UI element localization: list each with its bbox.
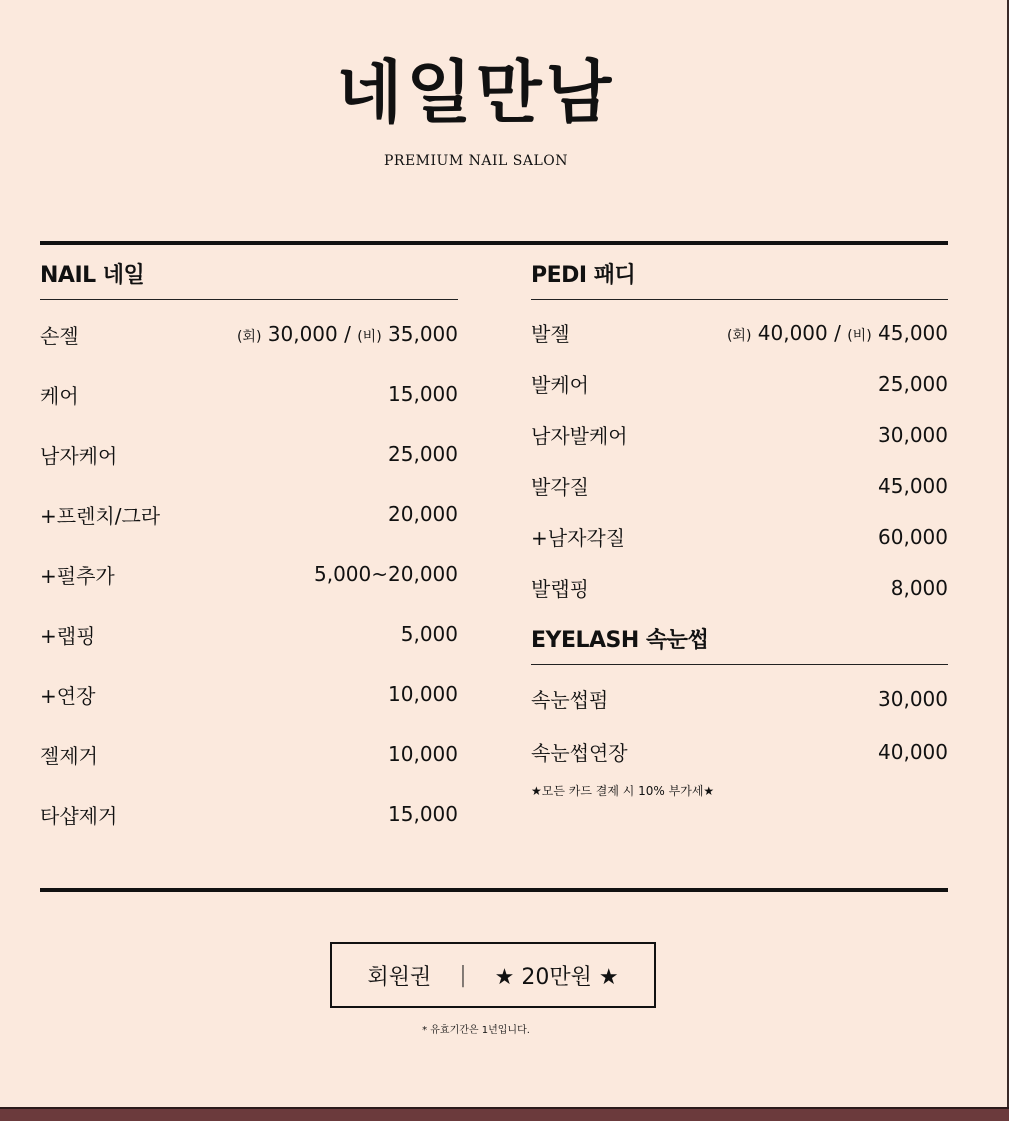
price-prefix: (회) — [726, 327, 752, 344]
item-name: 발젤 — [531, 322, 570, 346]
item-name: 손젤 — [40, 323, 79, 348]
nail-price-list — [40, 304, 458, 844]
item-price: 10,000 — [388, 682, 458, 706]
price-row — [531, 672, 948, 725]
salon-subtitle: PREMIUM NAIL SALON — [384, 153, 568, 169]
vat-note: ★모든 카드 결제 시 10% 부가세★ — [531, 784, 715, 798]
item-name: 발각질 — [531, 475, 589, 499]
membership-separator: | — [459, 962, 467, 988]
price-row — [531, 725, 948, 778]
salon-title: 네일만남 — [336, 54, 616, 133]
item-name: +연장 — [40, 683, 96, 708]
price-row — [531, 409, 948, 460]
price-prefix: (비) — [847, 327, 872, 344]
price-row — [40, 784, 458, 844]
price-value: 40,000 — [757, 320, 828, 345]
pedi-section-heading: PEDI 패디 — [531, 260, 948, 300]
nail-section-heading: NAIL 네일 — [40, 260, 458, 300]
item-name: 남자케어 — [40, 443, 118, 468]
item-price: 30,000 — [878, 422, 948, 447]
item-price — [237, 322, 458, 346]
price-row — [40, 604, 458, 664]
item-name: 타샵제거 — [40, 803, 118, 828]
price-row — [40, 484, 458, 544]
item-price: 8,000 — [890, 575, 948, 600]
price-value: 30,000 — [267, 322, 338, 346]
price-row — [531, 460, 948, 511]
item-name: 속눈썹펌 — [531, 688, 609, 712]
item-price: 30,000 — [878, 686, 948, 711]
item-name: 발케어 — [531, 373, 589, 397]
item-name: +펄추가 — [40, 563, 115, 588]
price-row — [531, 307, 948, 358]
item-name: 젤제거 — [40, 743, 98, 768]
nail-section — [40, 260, 458, 844]
item-price: 25,000 — [388, 442, 458, 466]
item-price: 5,000 — [400, 622, 458, 646]
price-value: 35,000 — [388, 322, 458, 346]
price-row — [40, 424, 458, 484]
item-price: 15,000 — [388, 382, 458, 406]
item-name: +프렌치/그라 — [40, 503, 161, 528]
item-name: 속눈썹연장 — [531, 741, 628, 765]
item-price: 60,000 — [878, 524, 948, 549]
bottom-divider — [40, 888, 948, 892]
item-price: 15,000 — [388, 802, 458, 826]
price-row — [531, 358, 948, 409]
page-bottom-band — [0, 1107, 1009, 1121]
membership-value: ★ 20만원 ★ — [494, 964, 619, 990]
membership-label: 회원권 — [367, 964, 432, 990]
pedi-section — [531, 260, 948, 799]
item-name: 케어 — [40, 383, 79, 408]
membership-box — [330, 942, 656, 1008]
eyelash-section-heading: EYELASH 속눈썹 — [531, 625, 948, 665]
membership-footnote: * 유효기간은 1년입니다. — [422, 1025, 530, 1036]
price-separator: / — [337, 322, 358, 346]
item-price: 40,000 — [878, 739, 948, 764]
item-name: +남자각질 — [531, 526, 626, 550]
price-row — [40, 364, 458, 424]
top-divider — [40, 241, 948, 245]
price-prefix: (회) — [236, 329, 262, 345]
price-value: 45,000 — [878, 320, 948, 345]
price-row — [40, 724, 458, 784]
eyelash-price-list — [531, 672, 948, 778]
item-price: 10,000 — [388, 742, 458, 766]
item-price: 20,000 — [388, 502, 458, 526]
item-name: 남자발케어 — [531, 424, 628, 448]
pedi-price-list — [531, 307, 948, 613]
item-name: +랩핑 — [40, 623, 96, 648]
item-price: 5,000~20,000 — [314, 562, 458, 586]
item-price: 25,000 — [878, 371, 948, 396]
price-row — [40, 544, 458, 604]
price-row — [40, 304, 458, 364]
eyelash-section — [531, 625, 948, 799]
price-row — [40, 664, 458, 724]
price-separator: / — [827, 320, 848, 345]
item-name: 발랩핑 — [531, 577, 589, 601]
item-price: 45,000 — [878, 473, 948, 498]
item-price — [727, 321, 948, 345]
price-row — [531, 511, 948, 562]
price-row — [531, 562, 948, 613]
price-prefix: (비) — [357, 329, 382, 345]
